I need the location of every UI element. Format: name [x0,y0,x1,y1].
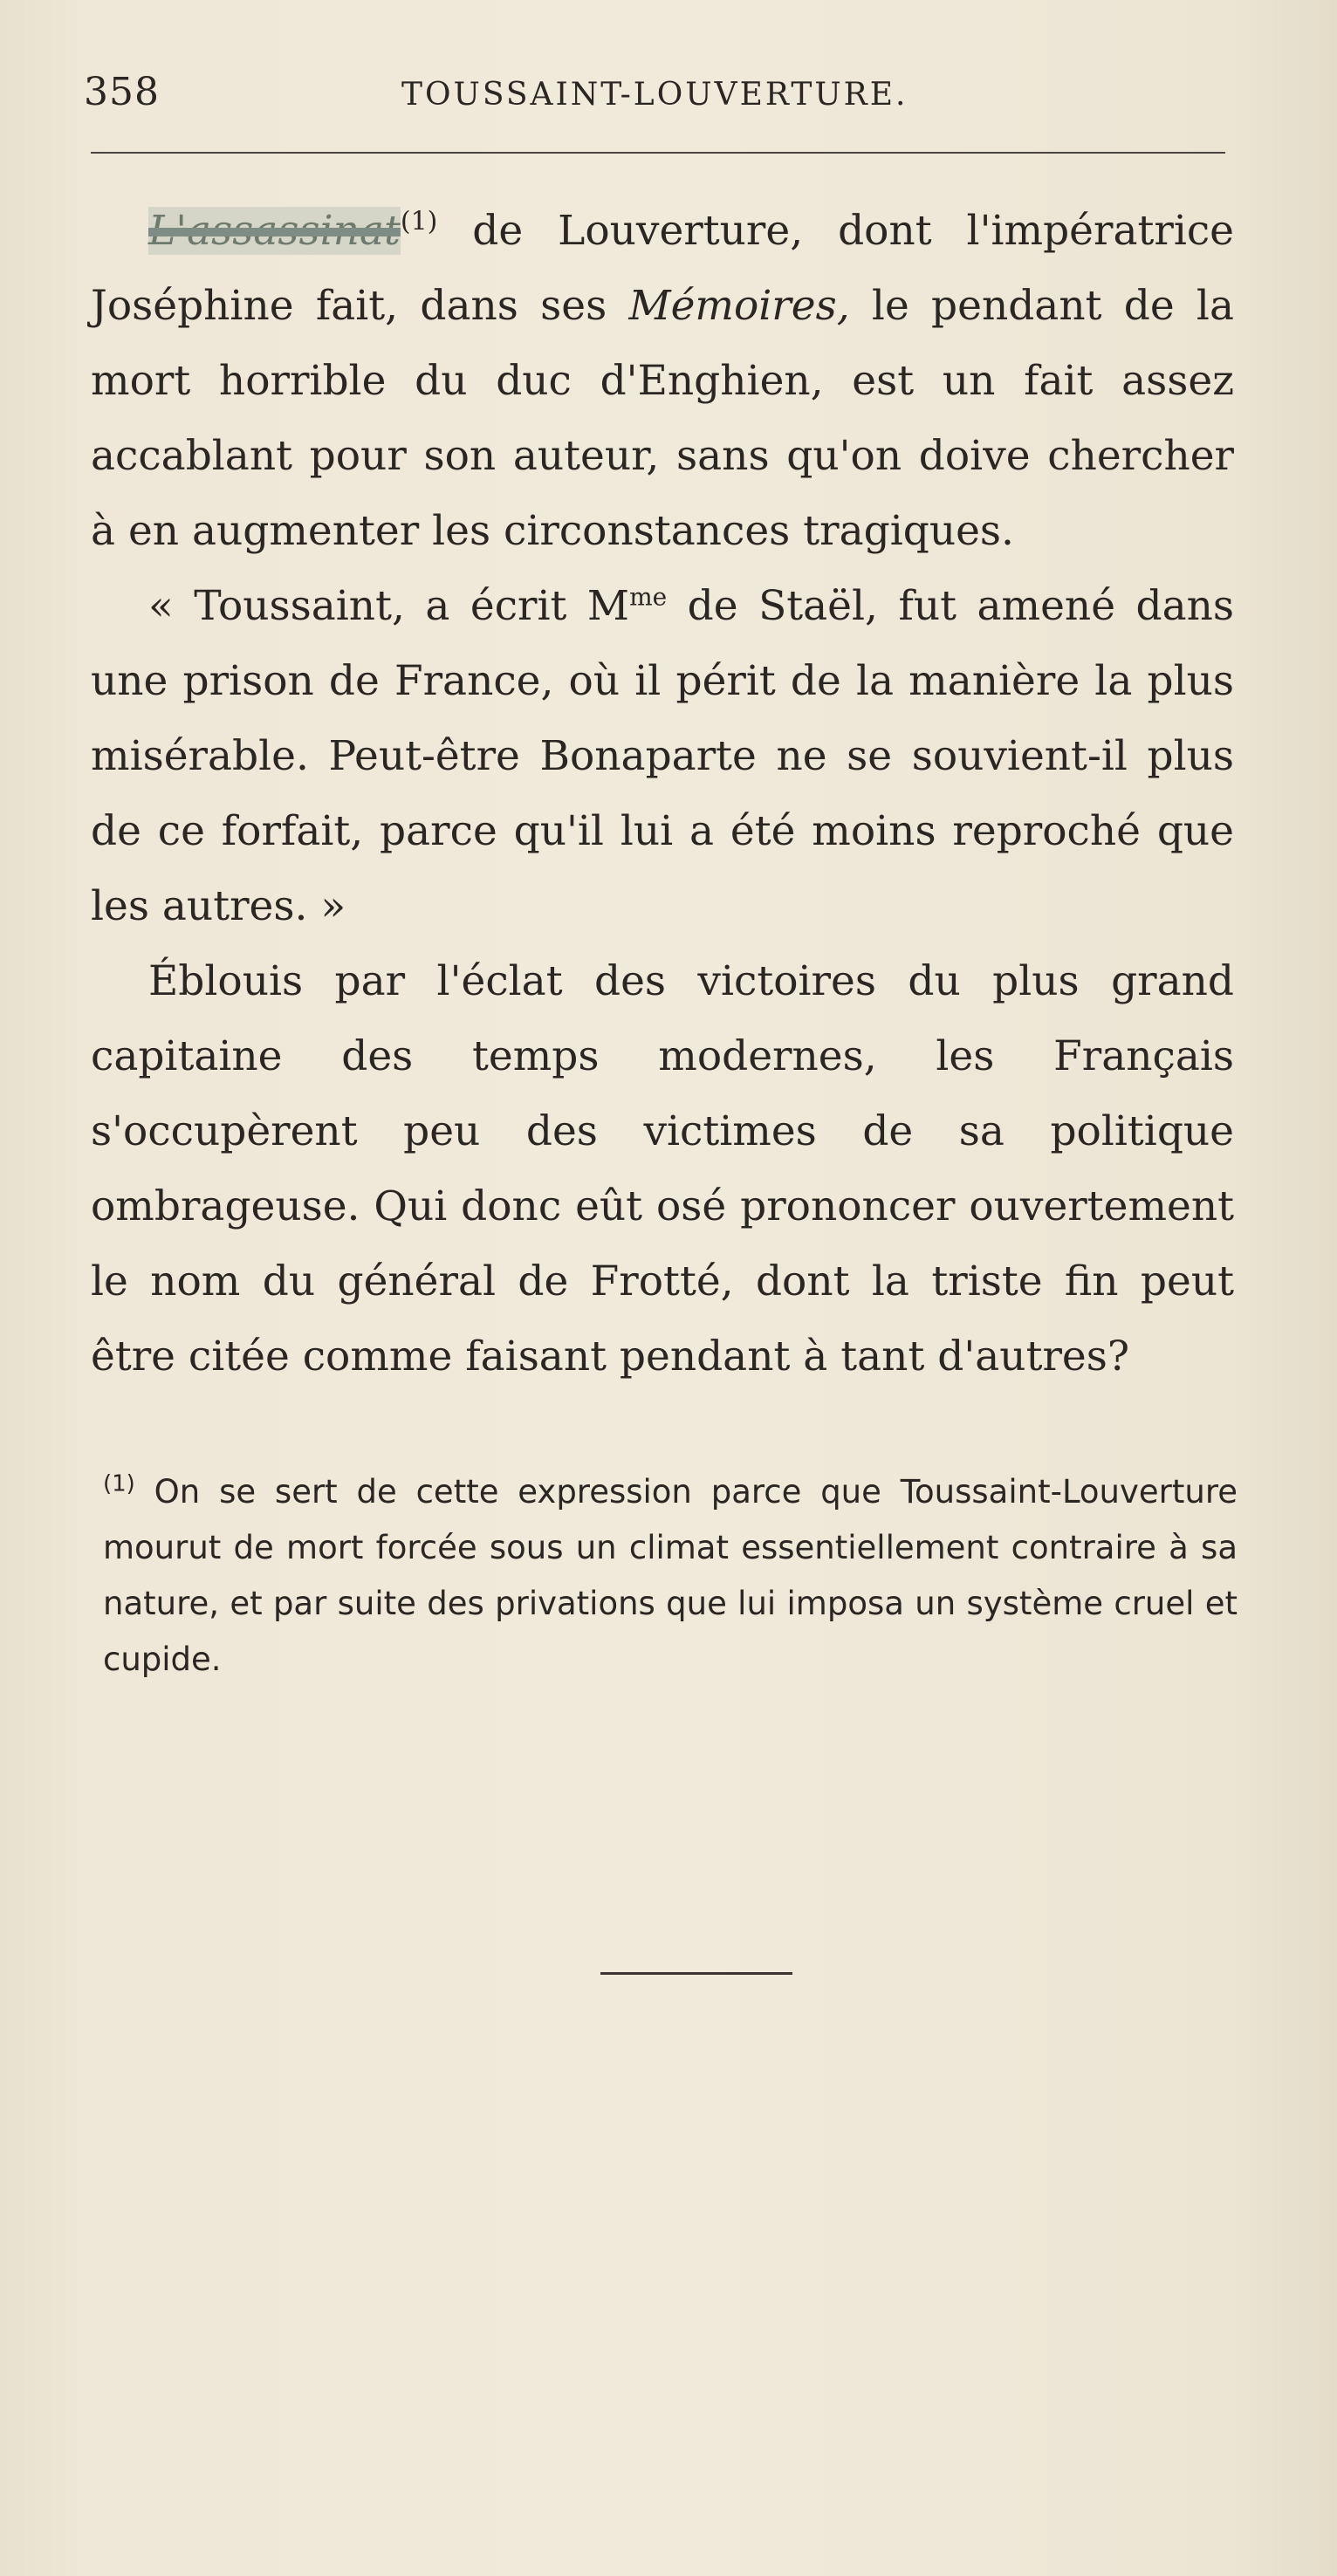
paragraph-1 [91,194,1234,569]
page-number: 358 [84,70,160,114]
paragraph-1-text-a: de Louverture, dont l'impératrice Joséphine fait, dans ses [91,207,1234,330]
paragraph-1-text-b: le pendant de la mort horrible du duc d'Enghien, est un fait assez accablant pour son auteur, sans qu'on doive chercher à en augmenter les circonstances tragiques. [91,282,1234,555]
footnote-mark: (1) [103,1470,135,1497]
page-header [84,70,1218,122]
memoires-title: Mémoires, [628,282,850,330]
end-rule [600,1972,792,1975]
paragraph-2-text-a: « Toussaint, a écrit M [148,582,630,630]
body-text [91,194,1234,1394]
footnote-text: On se sert de cette expression parce que Toussaint-Louverture mourut de mort forcée sous un climat essentiellement contraire à sa nature, et par suite des privations que lui imposa un système cruel et cupide. [103,1473,1238,1678]
superscript-me: me [629,582,668,612]
struck-word: L'assassinat [148,207,401,255]
paragraph-2 [91,569,1234,944]
running-title: TOUSSAINT-LOUVERTURE. [401,77,908,113]
footnote-reference: (1) [400,206,438,237]
footnote [103,1464,1238,1688]
paragraph-2-text-b: de Staël, fut amené dans une prison de France, où il périt de la manière la plus misérable. Peut-être Bonaparte ne se souvient-il plus de ce forfait, parce qu'il lui a été moins reproché que les autres. » [91,582,1234,930]
footnote-paragraph [103,1464,1238,1688]
header-rule [91,152,1225,154]
paragraph-3: Éblouis par l'éclat des victoires du plus grand capitaine des temps modernes, les Français s'occupèrent peu des victimes de sa politique ombrageuse. Qui donc eût osé prononcer ouvertement le nom du général de Frotté, dont la triste fin peut être citée comme faisant pendant à tant d'autres? [91,957,1234,1380]
